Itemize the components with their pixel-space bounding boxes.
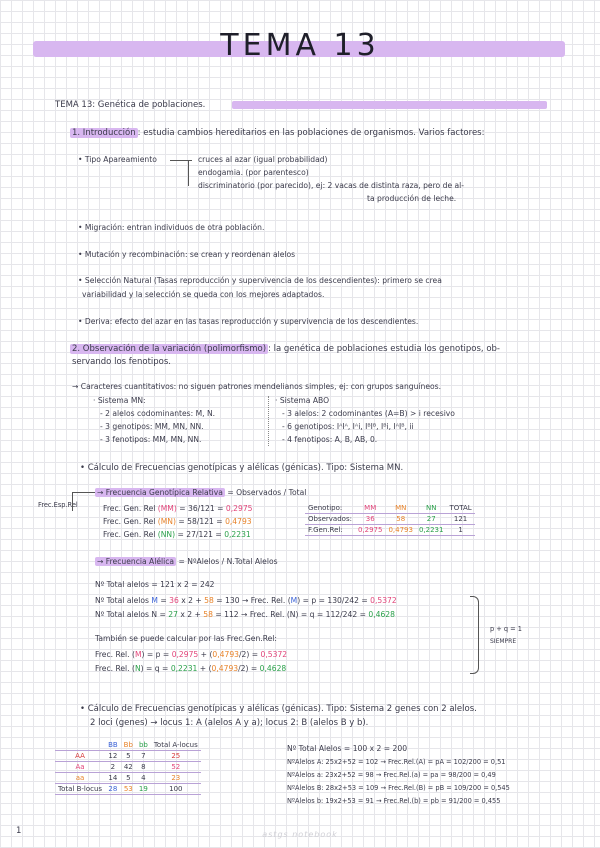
page-title: TEMA 13	[220, 28, 380, 63]
mutacion: • Mutación y recombinación: se crean y reordenan alelos	[78, 250, 296, 259]
tambien: También se puede calcular por las Frec.Gen.Rel:	[95, 634, 277, 643]
fa-label: → Frecuencia Alélica	[97, 557, 175, 566]
right-brace	[470, 596, 479, 674]
section-1-line	[70, 128, 484, 138]
calc2-eq-3: NºAlelos B: 28x2+53 = 109 → Frec.Rel.(B) = pB = 109/200 = 0,545	[287, 784, 510, 792]
fgr-label: → Frecuencia Genotípica Relativa	[97, 488, 223, 497]
table-cell: 14	[105, 773, 121, 784]
table-cell: aa	[55, 773, 105, 784]
table-cell: 5	[121, 773, 136, 784]
section-2-line	[70, 344, 500, 354]
abo-item-3: - 4 fenotipos: A, B, AB, 0.	[282, 435, 378, 444]
table-cell: Total B-locus	[55, 784, 105, 795]
calc2-total-alelos: Nº Total Alelos = 100 x 2 = 200	[287, 744, 408, 753]
table-cell: 58	[385, 514, 416, 525]
frec-m: Frec. Rel. (M) = p = 0,2975 + (0,4793/2) = 0,5372	[95, 650, 288, 659]
abo-item-1: - 3 alelos: 2 codominantes (A=B) > i recesivo	[282, 409, 455, 418]
table-cell: Genotipo:	[305, 503, 355, 514]
calc2-eq-4: NºAlelos b: 19x2+53 = 91 → Frec.Rel.(b) = pb = 91/200 = 0,455	[287, 797, 501, 805]
table-cell: 100	[151, 784, 201, 795]
subtitle: TEMA 13: Genética de poblaciones.	[55, 100, 206, 110]
table-cell: 42	[121, 762, 136, 773]
table-cell: 7	[136, 751, 151, 762]
fgr-mm-value: 0,2975	[225, 504, 253, 513]
table-cell: 12	[105, 751, 121, 762]
alelos-n: Nº Total alelos N = 27 x 2 + 58 = 112 → Frec. Rel. (N) = q = 112/242 = 0,4628	[95, 610, 395, 619]
apareamiento-item-3: discriminatorio (por parecido), ej: 2 vacas de distinta raza, pero de al-	[198, 181, 465, 190]
table-cell: 27	[416, 514, 447, 525]
table-row	[55, 773, 201, 784]
mn-title: · Sistema MN:	[93, 396, 146, 405]
table-cell: 25	[151, 751, 201, 762]
calc2-line2: 2 loci (genes) → locus 1: A (alelos A y a); locus 2: B (alelos B y b).	[90, 718, 369, 728]
table-row	[305, 503, 475, 514]
pq-note-siempre: SIEMPRE	[490, 638, 517, 645]
calc2-eq-2: NºAlelos a: 23x2+52 = 98 → Frec.Rel.(a) = pa = 98/200 = 0,49	[287, 771, 496, 779]
table-cell: 0,2231	[416, 525, 447, 536]
fgr-line	[95, 488, 306, 497]
fgr-row-mm: Frec. Gen. Rel (MM) = 36/121 = 0,2975	[103, 504, 253, 513]
table-cell: 1	[446, 525, 474, 536]
page-number: 1	[16, 826, 22, 836]
calc2-eq-1: NºAlelos A: 25x2+52 = 102 → Frec.Rel.(A) = pA = 102/200 = 0,51	[287, 758, 506, 766]
table-cell: 36	[355, 514, 386, 525]
table-cell: 8	[136, 762, 151, 773]
table-cell: 4	[136, 773, 151, 784]
table-cell: TOTAL	[446, 503, 474, 514]
fgr-row-nn: Frec. Gen. Rel (NN) = 27/121 = 0,2231	[103, 530, 251, 539]
table-cell: AA	[55, 751, 105, 762]
section-2-text-2: servando los fenotipos.	[72, 357, 171, 367]
apareamiento-label: • Tipo Apareamiento	[78, 155, 157, 164]
apareamiento-item-1: cruces al azar (igual probabilidad)	[198, 155, 328, 164]
mn-item-3: - 3 fenotipos: MM, MN, NN.	[100, 435, 202, 444]
migracion: • Migración: entran individuos de otra población.	[78, 223, 265, 232]
caracteres: → Caracteres cuantitativos: no siguen patrones mendelianos simples, ej: con grupos sanguíneos.	[72, 382, 442, 391]
two-gene-table	[55, 740, 201, 795]
table-row	[55, 762, 201, 773]
table-row	[55, 740, 201, 751]
subtitle-highlight	[232, 101, 547, 109]
section-1-heading: 1. Introducción	[72, 128, 136, 138]
side-bracket	[72, 492, 95, 511]
table-cell: 52	[151, 762, 201, 773]
branch-line	[188, 160, 189, 186]
abo-item-2: - 6 genotipos: IᴬIᴬ, Iᴬi, IᴮIᴮ, Iᴮi, IᴬIᴮ, ii	[282, 422, 414, 431]
table-cell: MM	[355, 503, 386, 514]
section-1-text: : estudia cambios hereditarios en las poblaciones de organismos. Varios factores:	[137, 128, 485, 138]
pq-note: p + q = 1	[490, 625, 522, 633]
section-2-text: : la genética de poblaciones estudia los genotipos, ob-	[268, 344, 500, 354]
table-cell: bb	[136, 740, 151, 751]
alelos-m: Nº Total alelos M = 36 x 2 + 58 = 130 → Frec. Rel. (M) = p = 130/242 = 0,5372	[95, 596, 397, 605]
table-cell: NN	[416, 503, 447, 514]
watermark: astgs notebook	[262, 830, 338, 839]
seleccion-line-1: • Selección Natural (Tasas reproducción y supervivencia de los descendientes): primero se crea	[78, 276, 442, 285]
table-cell	[55, 740, 105, 751]
apareamiento-cont: ta producción de leche.	[367, 194, 457, 203]
table-cell: Aa	[55, 762, 105, 773]
frec-esp-rel-label: Frec.Esp.Rel	[38, 501, 78, 509]
table-cell: 23	[151, 773, 201, 784]
table-cell: 28	[105, 784, 121, 795]
table-cell: 0,4793	[385, 525, 416, 536]
table-cell: 19	[136, 784, 151, 795]
section-2-heading: 2. Observación de la variación (polimorfismo)	[72, 344, 267, 354]
table-cell: 0,2975	[355, 525, 386, 536]
genotype-table	[305, 503, 475, 536]
table-cell: Bb	[121, 740, 136, 751]
fa-formula: = NºAlelos / N.Total Alelos	[178, 557, 278, 566]
table-cell: MN	[385, 503, 416, 514]
table-cell: 121	[446, 514, 474, 525]
frec-n: Frec. Rel. (N) = q = 0,2231 + (0,4793/2) = 0,4628	[95, 664, 287, 673]
table-cell: Observados:	[305, 514, 355, 525]
table-row	[55, 784, 201, 795]
mn-item-2: - 3 genotipos: MM, MN, NN.	[100, 422, 204, 431]
fa-line	[95, 557, 278, 566]
deriva: • Deriva: efecto del azar en las tasas reproducción y supervivencia de los descendientes.	[78, 317, 419, 326]
total-alelos: Nº Total alelos = 121 x 2 = 242	[95, 580, 215, 589]
table-cell: F.Gen.Rel:	[305, 525, 355, 536]
apareamiento-item-2: endogamia. (por parentesco)	[198, 168, 309, 177]
fgr-row-mn: Frec. Gen. Rel (MN) = 58/121 = 0,4793	[103, 517, 252, 526]
mn-item-1: - 2 alelos codominantes: M, N.	[100, 409, 216, 418]
fgr-mn-value: 0,4793	[225, 517, 252, 526]
table-cell: 53	[121, 784, 136, 795]
table-row	[55, 751, 201, 762]
calc1-heading: • Cálculo de Frecuencias genotípicas y alélicas (génicas). Tipo: Sistema MN.	[80, 463, 404, 473]
table-cell: BB	[105, 740, 121, 751]
fgr-nn-value: 0,2231	[224, 530, 251, 539]
table-cell: Total A-locus	[151, 740, 201, 751]
divider	[268, 396, 269, 446]
table-cell: 2	[105, 762, 121, 773]
table-row	[305, 514, 475, 525]
table-cell: 5	[121, 751, 136, 762]
seleccion-line-2: variabilidad y la selección se queda con los mejores adaptados.	[82, 290, 325, 299]
table-row	[305, 525, 475, 536]
calc2-heading: • Cálculo de Frecuencias genotípicas y alélicas (génicas). Tipo: Sistema 2 genes con 2 alelos.	[80, 704, 477, 714]
fgr-formula: = Observados / Total	[227, 488, 307, 497]
abo-title: · Sistema ABO	[275, 396, 330, 405]
